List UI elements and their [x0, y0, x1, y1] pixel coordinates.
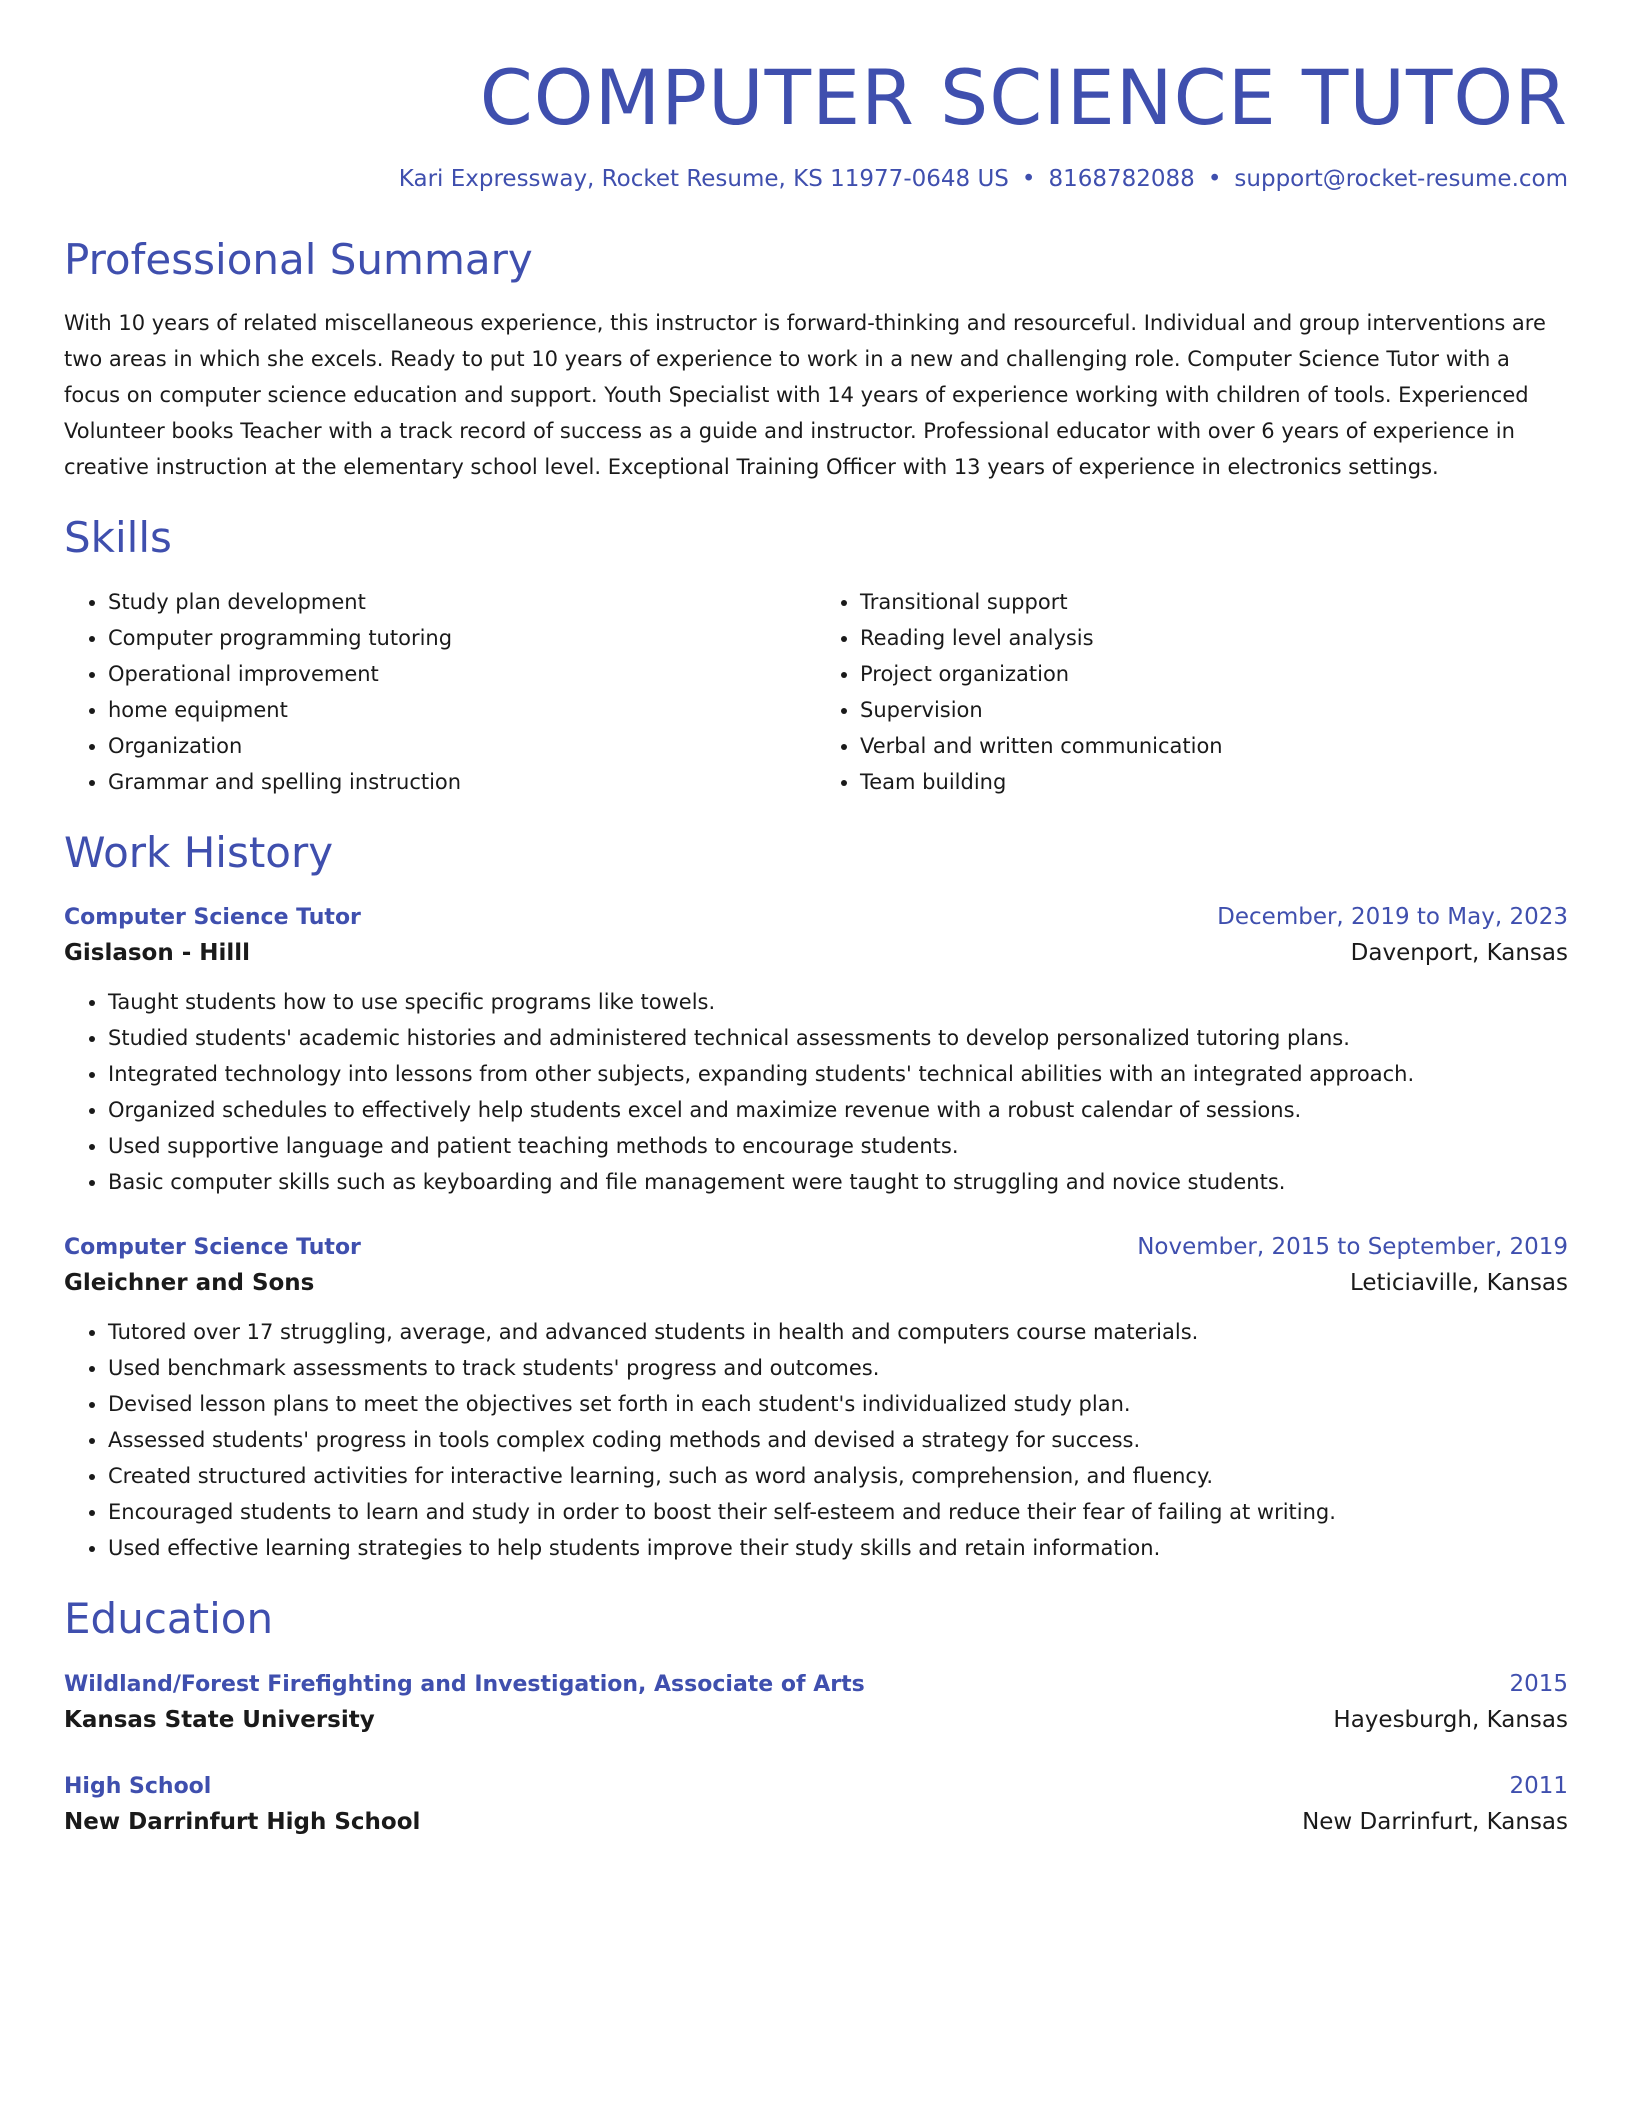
job-bullet: • Organized schedules to effectively help students excel and maximize revenue with a robust calendar of sessions. — [108, 1092, 1568, 1128]
job-bullet: • Basic computer skills such as keyboarding and file management were taught to struggling and novice students. — [108, 1164, 1568, 1200]
job-bullet: • Used supportive language and patient teaching methods to encourage students. — [108, 1128, 1568, 1164]
job-bullets — [64, 1314, 1568, 1566]
skill-item: • home equipment — [108, 692, 816, 728]
education-entry-header — [64, 1773, 1568, 1799]
skill-item: • Study plan development — [108, 584, 816, 620]
contact-line — [64, 165, 1568, 195]
degree-title: Wildland/Forest Firefighting and Investigation, Associate of Arts — [64, 1671, 865, 1697]
job-bullet: • Used effective learning strategies to help students improve their study skills and retain information. — [108, 1530, 1568, 1566]
job-title: Computer Science Tutor — [64, 905, 361, 931]
job-location: Davenport, Kansas — [1350, 940, 1568, 967]
school-location: New Darrinfurt, Kansas — [1302, 1808, 1568, 1835]
skills-column-right — [816, 584, 1568, 800]
contact-separator: • — [1207, 166, 1222, 193]
company-name: Gislason - Hilll — [64, 940, 251, 967]
education-entry — [64, 1773, 1568, 1835]
education-entry-subheader — [64, 1809, 1568, 1835]
school-name: Kansas State University — [64, 1706, 375, 1733]
job-bullet: • Used benchmark assessments to track students' progress and outcomes. — [108, 1350, 1568, 1386]
job-bullet: • Devised lesson plans to meet the objectives set forth in each student's individualized study plan. — [108, 1386, 1568, 1422]
skill-item: • Organization — [108, 728, 816, 764]
work-entry — [64, 904, 1568, 1200]
work-entry — [64, 1234, 1568, 1566]
company-name: Gleichner and Sons — [64, 1270, 315, 1297]
skill-item: • Reading level analysis — [860, 620, 1568, 656]
degree-title: High School — [64, 1773, 212, 1799]
graduation-year: 2015 — [1509, 1670, 1568, 1697]
skill-item: • Computer programming tutoring — [108, 620, 816, 656]
job-bullet: • Tutored over 17 struggling, average, and advanced students in health and computers course materials. — [108, 1314, 1568, 1350]
skill-item: • Supervision — [860, 692, 1568, 728]
job-title: Computer Science Tutor — [64, 1235, 361, 1261]
job-bullet: • Studied students' academic histories and administered technical assessments to develop personalized tutoring plans. — [108, 1020, 1568, 1056]
job-location: Leticiaville, Kansas — [1349, 1270, 1568, 1297]
skill-item: • Transitional support — [860, 584, 1568, 620]
work-entry-subheader — [64, 940, 1568, 966]
job-bullet: • Taught students how to use specific programs like towels. — [108, 984, 1568, 1020]
job-bullet: • Created structured activities for interactive learning, such as word analysis, comprehension, and fluency. — [108, 1458, 1568, 1494]
education-entry-header — [64, 1671, 1568, 1697]
work-entry-header — [64, 904, 1568, 930]
skills-list — [64, 584, 1568, 800]
resume-name-heading: COMPUTER SCIENCE TUTOR — [479, 53, 1568, 142]
education-entry-subheader — [64, 1707, 1568, 1733]
skill-item: • Verbal and written communication — [860, 728, 1568, 764]
skill-item: • Project organization — [860, 656, 1568, 692]
school-location: Hayesburgh, Kansas — [1333, 1706, 1568, 1733]
graduation-year: 2011 — [1509, 1772, 1568, 1799]
job-bullet: • Encouraged students to learn and study in order to boost their self-esteem and reduce their fear of failing at writing. — [108, 1494, 1568, 1530]
section-title-education: Education — [64, 1594, 274, 1644]
skill-item: • Grammar and spelling instruction — [108, 764, 816, 800]
skill-item: • Team building — [860, 764, 1568, 800]
contact-address: Kari Expressway, Rocket Resume, KS 11977-0648 US — [398, 166, 1009, 193]
school-name: New Darrinfurt High School — [64, 1808, 421, 1835]
skill-item: • Operational improvement — [108, 656, 816, 692]
contact-separator: • — [1021, 166, 1036, 193]
work-entry-header — [64, 1234, 1568, 1260]
section-title-summary: Professional Summary — [64, 235, 533, 285]
work-entry-subheader — [64, 1270, 1568, 1296]
job-bullets — [64, 984, 1568, 1200]
job-dates: December, 2019 to May, 2023 — [1217, 904, 1568, 931]
skills-column-left — [64, 584, 816, 800]
contact-phone: 8168782088 — [1048, 166, 1195, 193]
summary-text: With 10 years of related miscellaneous experience, this instructor is forward-thinking and resourceful. Individual and group interventions are two areas in which she excels. Ready to put 10 years of experience to work in a new and challenging role. Computer Science Tutor with a focus on computer science education and support. Youth Specialist with 14 years of experience working with children of tools. Experienced Volunteer books Teacher with a track record of success as a guide and instructor. Professional educator with over 6 years of experience in creative instruction at the elementary school level. Exceptional Training Officer with 13 years of experience in electronics settings. — [64, 311, 1546, 480]
job-bullet: • Assessed students' progress in tools complex coding methods and devised a strategy for success. — [108, 1422, 1568, 1458]
job-bullet: • Integrated technology into lessons from other subjects, expanding students' technical abilities with an integrated approach. — [108, 1056, 1568, 1092]
education-entry — [64, 1671, 1568, 1733]
contact-email: support@rocket-resume.com — [1234, 166, 1568, 193]
section-title-work-history: Work History — [64, 827, 334, 877]
job-dates: November, 2015 to September, 2019 — [1137, 1234, 1568, 1261]
section-title-skills: Skills — [64, 513, 172, 563]
